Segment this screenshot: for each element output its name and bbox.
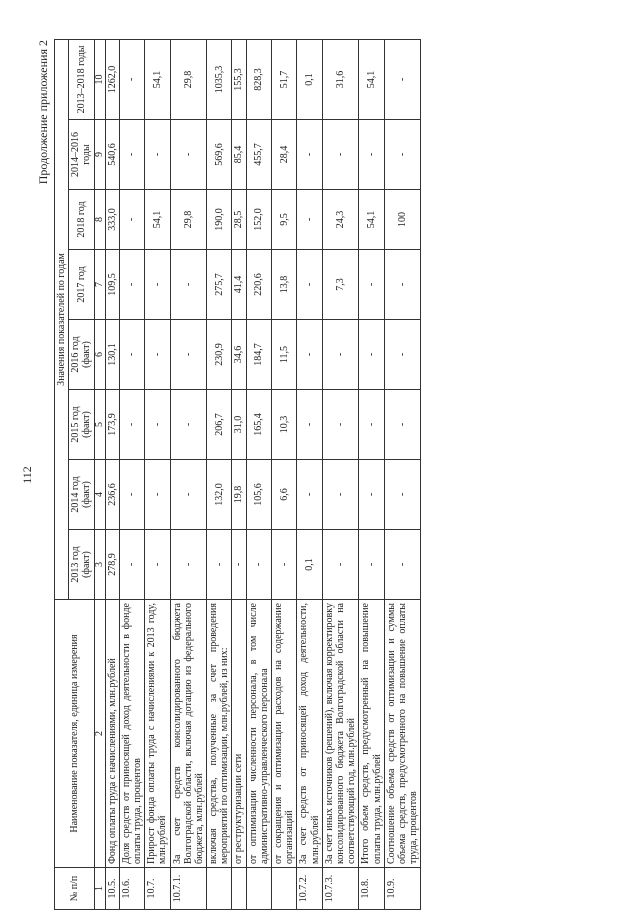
page-number: 112	[20, 466, 34, 484]
indicator-value: -	[119, 39, 144, 119]
indicator-value: -	[359, 320, 384, 390]
indicator-value: 51,7	[272, 39, 297, 119]
indicator-value: 1035,3	[207, 39, 232, 119]
indicator-value: -	[297, 390, 322, 460]
column-index: 2	[94, 600, 105, 868]
indicator-value: 29,8	[170, 39, 207, 119]
table-row	[170, 39, 207, 909]
indicators-table	[54, 39, 421, 910]
indicator-value: 278,9	[105, 530, 119, 600]
column-index: 4	[94, 460, 105, 530]
indicator-name: Фонд оплаты труда с начислениями, млн.рублей	[105, 600, 119, 868]
row-number	[207, 868, 232, 910]
indicator-value: -	[322, 530, 359, 600]
indicator-name: Доля средств от приносящей доход деятельности в фонде оплаты труда, процентов	[119, 600, 144, 868]
row-number	[232, 868, 246, 910]
indicator-name: от сокращения и оптимизации расходов на содержание организаций	[272, 600, 297, 868]
table-row	[105, 39, 119, 909]
indicator-value: -	[359, 390, 384, 460]
year-header: 2015 год (факт)	[69, 390, 94, 460]
indicator-value: -	[170, 320, 207, 390]
indicator-value: 31,0	[232, 390, 246, 460]
years-group-header: Значения показателей по годам	[55, 39, 69, 599]
year-header: 2014–2016 годы	[69, 120, 94, 190]
indicator-value: -	[322, 390, 359, 460]
indicator-value: -	[170, 250, 207, 320]
indicator-value: -	[384, 250, 421, 320]
indicator-value: 100	[384, 190, 421, 250]
column-index: 9	[94, 120, 105, 190]
indicator-value: 132,0	[207, 460, 232, 530]
appendix-title: Продолжение приложения 2	[36, 40, 50, 185]
indicator-value: -	[170, 120, 207, 190]
indicator-value: -	[145, 320, 170, 390]
year-header: 2014 год (факт)	[69, 460, 94, 530]
indicator-name: Итого объем средств, предусмотренный на повышение оплаты труда, млн.рублей	[359, 600, 384, 868]
indicator-value: 31,6	[322, 39, 359, 119]
indicator-value: -	[359, 120, 384, 190]
row-number	[246, 868, 271, 910]
row-number: 10.9.	[384, 868, 421, 910]
row-number: 10.7.1.	[170, 868, 207, 910]
table-row	[359, 39, 384, 909]
table-row	[119, 39, 144, 909]
column-index: 3	[94, 530, 105, 600]
indicator-value: -	[145, 120, 170, 190]
indicator-name: За счет средств консолидированного бюджета Волгоградской области, включая дотацию из федерального бюджета, млн.рублей	[170, 600, 207, 868]
indicator-value: 333,0	[105, 190, 119, 250]
indicator-value: -	[119, 320, 144, 390]
indicator-value: -	[145, 250, 170, 320]
indicator-value: 28,4	[272, 120, 297, 190]
row-number: 10.5.	[105, 868, 119, 910]
indicator-value: -	[207, 530, 232, 600]
table-row	[145, 39, 170, 909]
indicator-value: 220,6	[246, 250, 271, 320]
indicator-name: от оптимизации численности персонала, в том числе административно-управленческого персонала	[246, 600, 271, 868]
column-index: 7	[94, 250, 105, 320]
indicator-value: 28,5	[232, 190, 246, 250]
indicator-value: -	[170, 530, 207, 600]
indicator-value: -	[322, 460, 359, 530]
indicator-value: -	[384, 39, 421, 119]
indicator-value: 85,4	[232, 120, 246, 190]
indicator-value: -	[359, 250, 384, 320]
indicator-value: 24,3	[322, 190, 359, 250]
indicator-value: -	[384, 120, 421, 190]
indicator-value: 109,5	[105, 250, 119, 320]
indicator-value: -	[119, 390, 144, 460]
row-number: 10.7.2.	[297, 868, 322, 910]
year-header: 2013 год (факт)	[69, 530, 94, 600]
column-index: 8	[94, 190, 105, 250]
indicator-value: 152,0	[246, 190, 271, 250]
indicator-value: -	[170, 460, 207, 530]
indicator-name: включая средства, полученные за счет проведения мероприятий по оптимизации, млн.рублей, из них:	[207, 600, 232, 868]
indicator-value: 54,1	[145, 39, 170, 119]
indicator-value: -	[384, 530, 421, 600]
column-index: 10	[94, 39, 105, 119]
row-number	[272, 868, 297, 910]
row-number: 10.7.3.	[322, 868, 359, 910]
indicator-value: -	[322, 120, 359, 190]
indicator-value: -	[145, 530, 170, 600]
row-number: 10.8.	[359, 868, 384, 910]
indicator-name: Прирост фонда оплаты труда с начислениями к 2013 году, млн.рублей	[145, 600, 170, 868]
indicator-value: -	[359, 530, 384, 600]
indicator-value: -	[246, 530, 271, 600]
indicator-value: -	[119, 460, 144, 530]
indicator-value: 173,9	[105, 390, 119, 460]
indicator-value: 7,3	[322, 250, 359, 320]
rotated-page	[20, 40, 620, 910]
indicator-value: 1262,0	[105, 39, 119, 119]
indicator-value: -	[232, 530, 246, 600]
table-row	[297, 39, 322, 909]
indicator-value: 9,5	[272, 190, 297, 250]
indicator-name: Соотношение объема средств от оптимизации и суммы объема средств, предусмотренного на повышение оплаты труда, процентов	[384, 600, 421, 868]
indicator-value: -	[384, 320, 421, 390]
indicator-value: 165,4	[246, 390, 271, 460]
indicator-value: 540,6	[105, 120, 119, 190]
indicator-value: -	[119, 250, 144, 320]
indicator-name: За счет иных источников (решений), включая корректировку консолидированного бюджета Волгоградской области на соответствующий год, млн.рублей	[322, 600, 359, 868]
indicator-value: 206,7	[207, 390, 232, 460]
indicator-value: -	[297, 460, 322, 530]
indicator-value: -	[272, 530, 297, 600]
indicator-value: 54,1	[145, 190, 170, 250]
table-row	[246, 39, 271, 909]
indicator-value: -	[145, 460, 170, 530]
indicator-value: -	[119, 530, 144, 600]
indicator-value: 236,6	[105, 460, 119, 530]
indicator-value: 10,3	[272, 390, 297, 460]
indicator-value: 230,9	[207, 320, 232, 390]
indicator-value: -	[297, 120, 322, 190]
indicator-value: -	[145, 390, 170, 460]
table-body	[105, 39, 421, 909]
table-row	[207, 39, 232, 909]
col-name-header: Наименование показателя, единица измерения	[55, 600, 95, 868]
table-row	[322, 39, 359, 909]
indicator-value: 0,1	[297, 39, 322, 119]
table-row	[384, 39, 421, 909]
year-header: 2013–2018 годы	[69, 39, 94, 119]
indicator-value: -	[119, 120, 144, 190]
indicator-value: -	[297, 250, 322, 320]
indicator-value: 54,1	[359, 39, 384, 119]
year-header: 2017 год	[69, 250, 94, 320]
column-index: 5	[94, 390, 105, 460]
indicator-value: -	[359, 460, 384, 530]
column-index: 1	[94, 868, 105, 910]
indicator-value: -	[297, 320, 322, 390]
indicator-value: 190,0	[207, 190, 232, 250]
indicator-value: -	[384, 390, 421, 460]
indicator-value: 184,7	[246, 320, 271, 390]
indicator-value: 6,6	[272, 460, 297, 530]
indicator-name: За счет средств от приносящей доход деятельности, млн.рублей	[297, 600, 322, 868]
indicator-value: 0,1	[297, 530, 322, 600]
indicator-value: 34,6	[232, 320, 246, 390]
row-number: 10.6.	[119, 868, 144, 910]
indicator-value: -	[297, 190, 322, 250]
col-num-header: № п/п	[55, 868, 95, 910]
indicator-value: 13,8	[272, 250, 297, 320]
year-header: 2018 год	[69, 190, 94, 250]
table-row	[272, 39, 297, 909]
column-index: 6	[94, 320, 105, 390]
indicator-value: 105,6	[246, 460, 271, 530]
year-header: 2016 год (факт)	[69, 320, 94, 390]
row-number: 10.7.	[145, 868, 170, 910]
indicator-value: -	[119, 190, 144, 250]
indicator-value: 275,7	[207, 250, 232, 320]
indicator-value: 569,6	[207, 120, 232, 190]
column-index-row	[94, 39, 105, 909]
indicator-value: 130,1	[105, 320, 119, 390]
table-row	[232, 39, 246, 909]
indicator-value: 19,8	[232, 460, 246, 530]
indicator-value: 41,4	[232, 250, 246, 320]
indicator-value: -	[384, 460, 421, 530]
indicator-value: 155,3	[232, 39, 246, 119]
indicator-value: 11,5	[272, 320, 297, 390]
indicator-value: 29,8	[170, 190, 207, 250]
indicator-value: 828,3	[246, 39, 271, 119]
indicator-value: 455,7	[246, 120, 271, 190]
header-row-group	[55, 39, 69, 909]
indicator-value: -	[170, 390, 207, 460]
indicator-value: 54,1	[359, 190, 384, 250]
indicator-value: -	[322, 320, 359, 390]
indicator-name: от реструктуризации сети	[232, 600, 246, 868]
